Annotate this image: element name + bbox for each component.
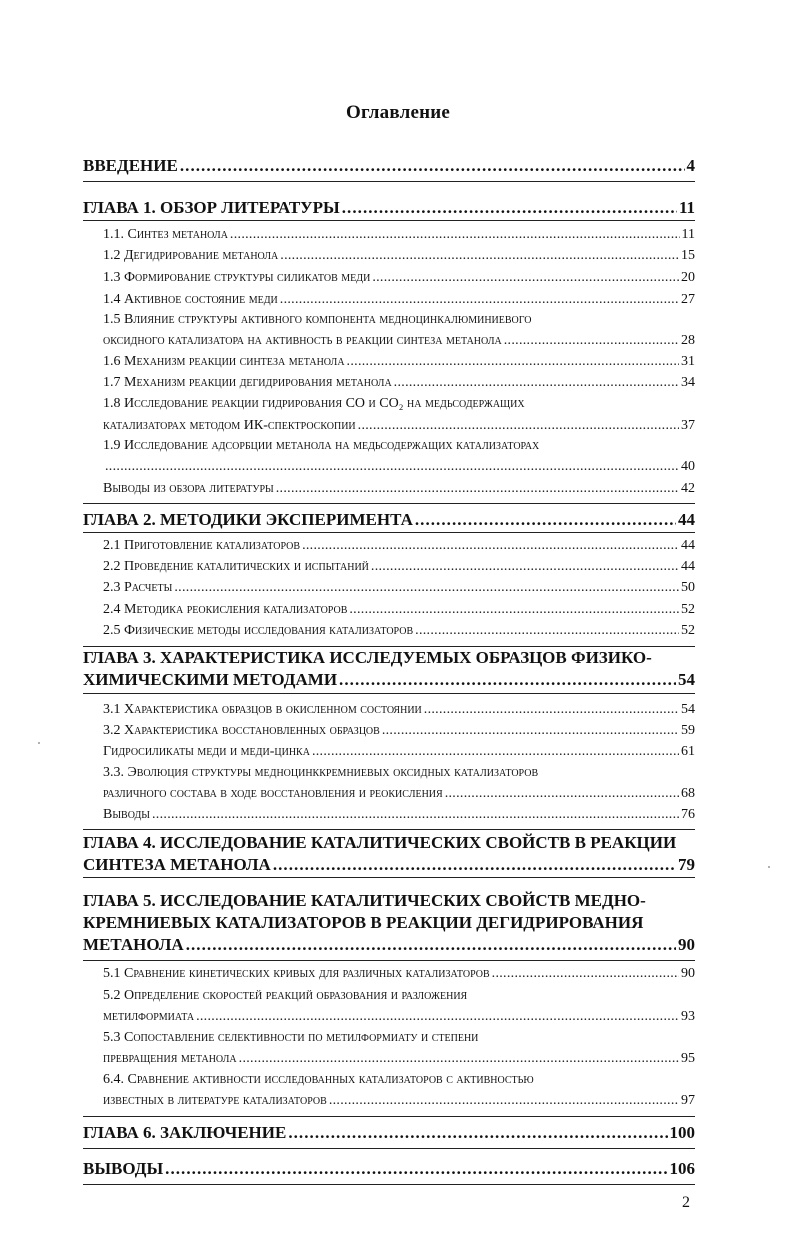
dot-leader xyxy=(424,702,679,718)
toc-entry-literature-conclusions[interactable] xyxy=(103,481,695,497)
toc-entry-chapter-5-line-2[interactable]: КРЕМНИЕВЫХ КАТАЛИЗАТОРОВ В РЕАКЦИИ ДЕГИДРИРОВАНИЯ xyxy=(83,913,644,932)
toc-entry-section-1-9-line-1[interactable]: 1.9 Исследование адсорбции метанола на медьсодержащих катализаторах xyxy=(103,438,540,453)
toc-page-number: 59 xyxy=(681,723,695,738)
toc-page-number: 28 xyxy=(681,333,695,348)
toc-page-number: 52 xyxy=(681,602,695,617)
divider xyxy=(83,829,695,830)
toc-entry-chapter-3-line-1[interactable]: ГЛАВА 3. ХАРАКТЕРИСТИКА ИССЛЕДУЕМЫХ ОБРАЗЦОВ ФИЗИКО- xyxy=(83,648,652,667)
dot-leader xyxy=(445,786,679,802)
toc-entry-title: СИНТЕЗА МЕТАНОЛА xyxy=(83,855,271,874)
toc-entry-section-1-5-line-1[interactable]: 1.5 Влияние структуры активного компонента медноцинкалюминиевого xyxy=(103,312,532,327)
dot-leader xyxy=(394,375,679,391)
toc-entry-section-1-8[interactable] xyxy=(103,418,695,434)
toc-page-number: 44 xyxy=(681,538,695,553)
toc-entry-section-5-1[interactable] xyxy=(103,966,695,982)
toc-entry-section-3-1[interactable] xyxy=(103,702,695,718)
toc-entry-title: 5.1 Сравнение кинетических кривых для различных катализаторов xyxy=(103,966,490,981)
toc-entry-section-2-4[interactable] xyxy=(103,602,695,618)
toc-page-number: 54 xyxy=(678,670,695,689)
dot-leader xyxy=(302,538,679,554)
scan-speck xyxy=(38,742,40,744)
dot-leader xyxy=(339,670,676,690)
toc-entry-title: 1.3 Формирование структуры силикатов меди xyxy=(103,270,371,285)
toc-entry-section-2-3[interactable] xyxy=(103,580,695,596)
toc-entry-title: ВЫВОДЫ xyxy=(83,1159,164,1178)
dot-leader xyxy=(276,481,679,497)
toc-entry-title: ВВЕДЕНИЕ xyxy=(83,156,178,175)
toc-page-number: 44 xyxy=(681,559,695,574)
toc-page-number: 95 xyxy=(681,1051,695,1066)
dot-leader xyxy=(371,559,679,575)
toc-page-number: 4 xyxy=(686,156,695,175)
toc-entry-chapter-3[interactable] xyxy=(83,670,695,690)
dot-leader xyxy=(372,270,679,286)
toc-page-number: 61 xyxy=(681,744,695,759)
toc-page-number: 106 xyxy=(669,1159,695,1178)
dot-leader xyxy=(152,807,679,823)
toc-entry-title: Выводы xyxy=(103,807,150,822)
toc-page-number: 40 xyxy=(681,459,695,474)
toc-page-number: 52 xyxy=(681,623,695,638)
toc-entry-chapter-5[interactable] xyxy=(83,935,695,955)
toc-entry-title: различного состава в ходе восстановления и реокисления xyxy=(103,786,443,801)
toc-entry-title: катализаторах методом ИК-спектроскопии xyxy=(103,418,356,433)
dot-leader xyxy=(382,723,679,739)
dot-leader xyxy=(329,1093,679,1109)
dot-leader xyxy=(492,966,679,982)
toc-page-number: 31 xyxy=(681,354,695,369)
toc-page-number: 50 xyxy=(681,580,695,595)
toc-entry-section-1-2[interactable] xyxy=(103,248,695,264)
dot-leader xyxy=(504,333,679,349)
toc-entry-section-1-9[interactable] xyxy=(103,459,695,475)
divider xyxy=(83,1184,695,1185)
toc-page-number: 76 xyxy=(681,807,695,822)
dot-leader xyxy=(349,602,679,618)
dot-leader xyxy=(358,418,679,434)
divider xyxy=(83,693,695,694)
dot-leader xyxy=(165,1159,667,1179)
toc-entry-section-5-2-line-1[interactable]: 5.2 Определение скоростей реакций образования и разложения xyxy=(103,988,468,1003)
toc-page-number: 54 xyxy=(681,702,695,717)
dot-leader xyxy=(186,935,676,955)
toc-page-number: 11 xyxy=(678,198,695,217)
toc-entry-section-1-3[interactable] xyxy=(103,270,695,286)
toc-entry-section-2-1[interactable] xyxy=(103,538,695,554)
toc-page-number: 90 xyxy=(681,966,695,981)
dot-leader xyxy=(196,1009,679,1025)
divider xyxy=(83,1148,695,1149)
dot-leader xyxy=(415,510,676,530)
toc-entry-chapter-6[interactable] xyxy=(83,1123,695,1143)
toc-entry-section-6-4[interactable] xyxy=(103,1093,695,1109)
toc-entry-title: 3.1 Характеристика образцов в окисленном состоянии xyxy=(103,702,422,717)
toc-entry-section-6-4-line-1[interactable]: 6.4. Сравнение активности исследованных катализаторов с активностью xyxy=(103,1072,534,1087)
toc-entry-title: известных в литературе катализаторов xyxy=(103,1093,327,1108)
toc-entry-title: 1.4 Активное состояние меди xyxy=(103,292,278,307)
toc-entry-chapter-3-conclusions[interactable] xyxy=(103,807,695,823)
toc-entry-title: превращения метанола xyxy=(103,1051,237,1066)
divider xyxy=(83,503,695,504)
toc-entry-title: Выводы из обзора литературы xyxy=(103,481,274,496)
page-title: Оглавление xyxy=(345,102,451,123)
toc-page-number: 11 xyxy=(681,227,695,242)
scan-speck xyxy=(768,866,770,868)
toc-entry-title: ГЛАВА 2. МЕТОДИКИ ЭКСПЕРИМЕНТА xyxy=(83,510,413,529)
toc-entry-section-5-3[interactable] xyxy=(103,1051,695,1067)
toc-page-number: 15 xyxy=(681,248,695,263)
toc-entry-introduction[interactable] xyxy=(83,156,695,176)
toc-entry-section-2-5[interactable] xyxy=(103,623,695,639)
toc-page-number: 20 xyxy=(681,270,695,285)
toc-entry-title: Гидросиликаты меди и меди-цинка xyxy=(103,744,310,759)
divider xyxy=(83,877,695,878)
toc-page-number: 97 xyxy=(681,1093,695,1108)
toc-entry-section-3-3-line-1[interactable]: 3.3. Эволюция структуры медноцинккремниевых оксидных катализаторов xyxy=(103,765,539,780)
toc-entry-title: ГЛАВА 1. ОБЗОР ЛИТЕРАТУРЫ xyxy=(83,198,340,217)
toc-page-number: 68 xyxy=(681,786,695,801)
dot-leader xyxy=(280,292,679,308)
toc-entry-section-5-2[interactable] xyxy=(103,1009,695,1025)
toc-entry-section-3-3[interactable] xyxy=(103,786,695,802)
toc-entry-chapter-2[interactable] xyxy=(83,510,695,530)
toc-entry-section-3-2[interactable] xyxy=(103,723,695,739)
toc-entry-title: МЕТАНОЛА xyxy=(83,935,184,954)
toc-entry-section-5-3-line-1[interactable]: 5.3 Сопоставление селективности по метилформиату и степени xyxy=(103,1030,479,1045)
toc-page-number: 100 xyxy=(669,1123,695,1142)
divider xyxy=(83,960,695,961)
toc-entry-title: 1.1. Синтез метанола xyxy=(103,227,228,242)
page-number: 2 xyxy=(682,1194,690,1211)
toc-entry-section-1-8-line-1[interactable]: 1.8 Исследование реакции гидрирования CO и CO₂ на медьсодержащих xyxy=(103,396,525,411)
toc-entry-section-1-1[interactable] xyxy=(103,227,695,243)
dot-leader xyxy=(180,156,685,176)
toc-entry-title: 2.3 Расчеты xyxy=(103,580,173,595)
toc-entry-title: 2.2 Проведение каталитических и испытаний xyxy=(103,559,369,574)
dot-leader xyxy=(280,248,679,264)
toc-page-number: 34 xyxy=(681,375,695,390)
toc-entry-section-1-5[interactable] xyxy=(103,333,695,349)
toc-entry-chapter-4[interactable] xyxy=(83,855,695,875)
toc-entry-chapter-1[interactable] xyxy=(83,198,695,218)
toc-entry-chapter-5-line-1[interactable]: ГЛАВА 5. ИССЛЕДОВАНИЕ КАТАЛИТИЧЕСКИХ СВОЙСТВ МЕДНО- xyxy=(83,891,646,910)
divider xyxy=(83,532,695,533)
toc-page-number: 37 xyxy=(681,418,695,433)
toc-entry-section-1-4[interactable] xyxy=(103,292,695,308)
toc-entry-title: оксидного катализатора на активность в реакции синтеза метанола xyxy=(103,333,502,348)
toc-page-number: 90 xyxy=(678,935,695,954)
dot-leader xyxy=(230,227,680,243)
dot-leader xyxy=(105,459,679,475)
toc-entry-hydrosilicates[interactable] xyxy=(103,744,695,760)
divider xyxy=(83,1116,695,1117)
divider xyxy=(83,220,695,221)
dot-leader xyxy=(174,580,679,596)
toc-page-number: 79 xyxy=(678,855,695,874)
toc-entry-title: 2.4 Методика реокисления катализаторов xyxy=(103,602,348,617)
toc-entry-chapter-4-line-1[interactable]: ГЛАВА 4. ИССЛЕДОВАНИЕ КАТАЛИТИЧЕСКИХ СВОЙСТВ В РЕАКЦИИ xyxy=(83,833,677,852)
dot-leader xyxy=(239,1051,679,1067)
toc-entry-title: 1.7 Механизм реакции дегидрирования метанола xyxy=(103,375,392,390)
dot-leader xyxy=(312,744,679,760)
toc-entry-title: метилформиата xyxy=(103,1009,195,1024)
toc-entry-title: 2.1 Приготовление катализаторов xyxy=(103,538,301,553)
dot-leader xyxy=(347,354,679,370)
dot-leader xyxy=(288,1123,667,1143)
toc-entry-title: 1.2 Дегидрирование метанола xyxy=(103,248,279,263)
toc-entry-section-2-2[interactable] xyxy=(103,559,695,575)
toc-page-number: 42 xyxy=(681,481,695,496)
toc-entry-title: 2.5 Физические методы исследования катализаторов xyxy=(103,623,414,638)
toc-page-number: 27 xyxy=(681,292,695,307)
toc-entry-conclusions[interactable] xyxy=(83,1159,695,1179)
toc-entry-title: ГЛАВА 6. ЗАКЛЮЧЕНИЕ xyxy=(83,1123,287,1142)
toc-entry-section-1-6[interactable] xyxy=(103,354,695,370)
dot-leader xyxy=(342,198,677,218)
toc-entry-title: 3.2 Характеристика восстановленных образцов xyxy=(103,723,380,738)
toc-entry-title: ХИМИЧЕСКИМИ МЕТОДАМИ xyxy=(83,670,338,689)
toc-entry-section-1-7[interactable] xyxy=(103,375,695,391)
toc-page-number: 93 xyxy=(681,1009,695,1024)
toc-entry-title: 1.6 Механизм реакции синтеза метанола xyxy=(103,354,345,369)
divider xyxy=(83,646,695,647)
dot-leader xyxy=(415,623,679,639)
dot-leader xyxy=(273,855,676,875)
toc-page-number: 44 xyxy=(678,510,695,529)
divider xyxy=(83,181,695,182)
